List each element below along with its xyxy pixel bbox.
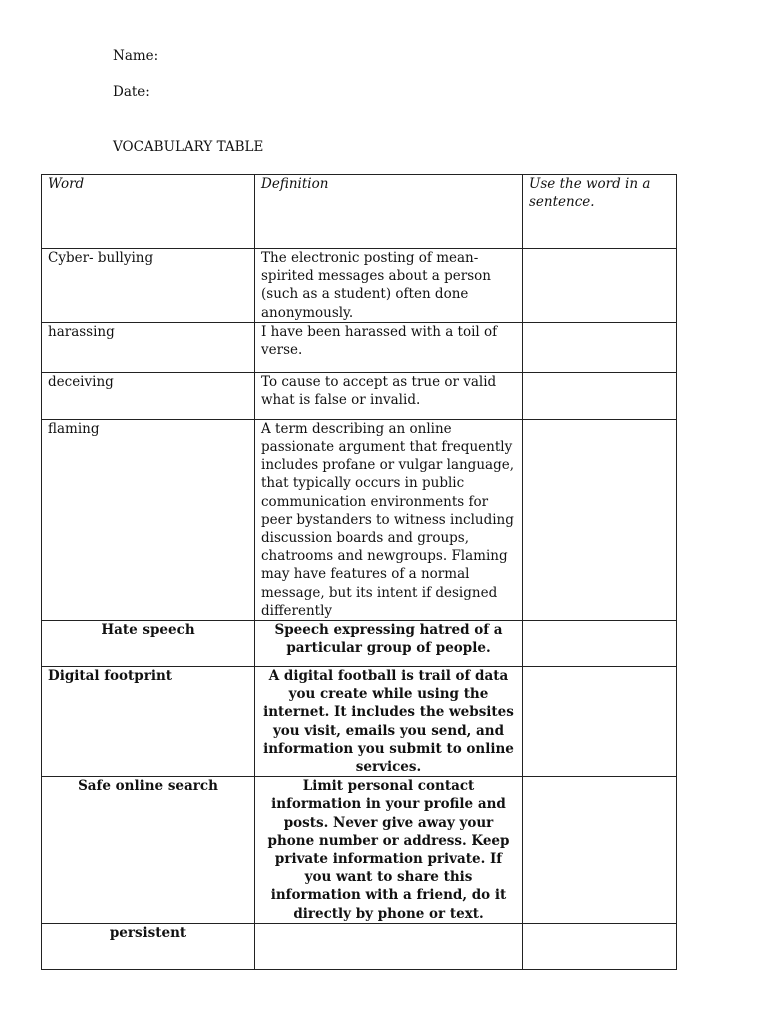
sentence-cell[interactable] <box>523 249 677 323</box>
date-label: Date: <box>113 84 150 100</box>
word-cell: deceiving <box>42 372 255 419</box>
table-title: VOCABULARY TABLE <box>113 139 264 155</box>
column-header-definition: Definition <box>255 175 523 249</box>
column-header-word: Word <box>42 175 255 249</box>
table-row <box>42 777 677 924</box>
word-cell: Cyber- bullying <box>42 249 255 323</box>
sentence-cell[interactable] <box>523 372 677 419</box>
definition-cell: Limit personal contact information in your profile and posts. Never give away your phone number or address. Keep private information private. If you want to share this information with a friend, do it directly by phone or text. <box>255 777 523 924</box>
definition-cell: To cause to accept as true or valid what is false or invalid. <box>255 372 523 419</box>
word-cell: harassing <box>42 322 255 372</box>
table-row <box>42 621 677 667</box>
sentence-cell[interactable] <box>523 667 677 777</box>
table-row <box>42 419 677 620</box>
word-cell: Hate speech <box>42 621 255 667</box>
table-row <box>42 667 677 777</box>
vocabulary-table <box>41 174 677 970</box>
definition-cell: A term describing an online passionate argument that frequently includes profane or vulgar language, that typically occurs in public communication environments for peer bystanders to witness including discussion boards and groups, chatrooms and newgroups. Flaming may have features of a normal message, but its intent if designed differently <box>255 419 523 620</box>
sentence-cell[interactable] <box>523 777 677 924</box>
definition-cell: The electronic posting of mean-spirited messages about a person (such as a student) often done anonymously. <box>255 249 523 323</box>
table-header-row <box>42 175 677 249</box>
table-row <box>42 249 677 323</box>
definition-cell[interactable] <box>255 923 523 969</box>
word-cell: persistent <box>42 923 255 969</box>
definition-cell: A digital football is trail of data you create while using the internet. It includes the websites you visit, emails you send, and information you submit to online services. <box>255 667 523 777</box>
word-cell: Digital footprint <box>42 667 255 777</box>
sentence-cell[interactable] <box>523 322 677 372</box>
definition-cell: Speech expressing hatred of a particular group of people. <box>255 621 523 667</box>
sentence-cell[interactable] <box>523 419 677 620</box>
word-cell: Safe online search <box>42 777 255 924</box>
table-row <box>42 322 677 372</box>
table-row <box>42 923 677 969</box>
word-cell: flaming <box>42 419 255 620</box>
name-label: Name: <box>113 48 159 64</box>
column-header-sentence: Use the word in a sentence. <box>523 175 677 249</box>
table-row <box>42 372 677 419</box>
sentence-cell[interactable] <box>523 923 677 969</box>
definition-cell: I have been harassed with a toil of verse. <box>255 322 523 372</box>
sentence-cell[interactable] <box>523 621 677 667</box>
